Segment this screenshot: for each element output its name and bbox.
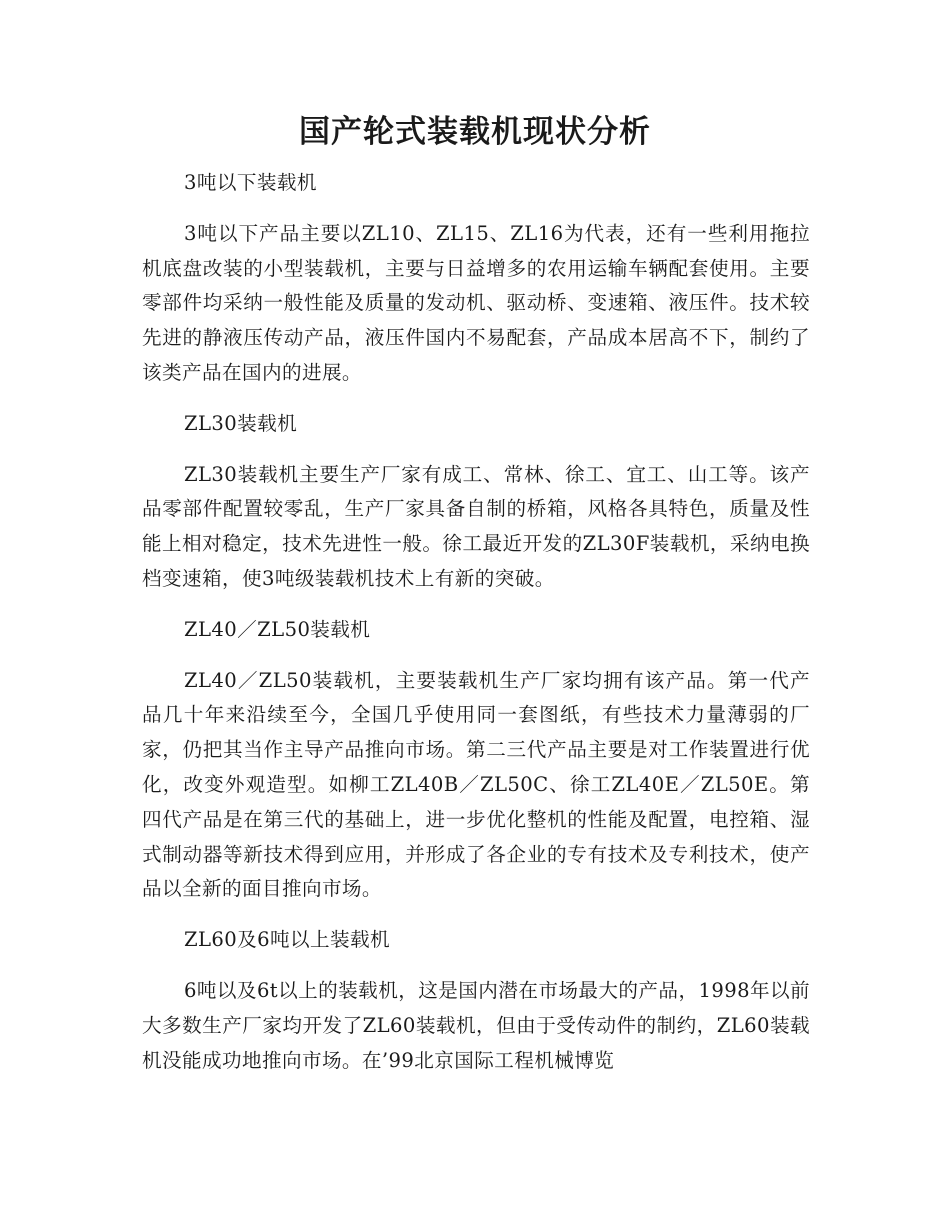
document-body xyxy=(142,166,810,1094)
section-paragraph: 6吨以及6t以上的装载机，这是国内潜在市场最大的产品，1998年以前大多数生产厂家均开发了ZL60装载机，但由于受传动件的制约，ZL60装载机没能成功地推向市场。在’99北京国际工程机械博览 xyxy=(142,978,810,1072)
section-heading: 3吨以下装载机 xyxy=(184,171,317,194)
document-title: 国产轮式装载机现状分析 xyxy=(299,114,651,150)
section-heading: ZL60及6吨以上装载机 xyxy=(184,928,390,952)
section-heading: ZL30装载机 xyxy=(184,411,298,435)
section-paragraph: ZL40／ZL50装载机，主要装载机生产厂家均拥有该产品。第一代产品几十年来沿续至今，全国几乎使用同一套图纸，有些技术力量薄弱的厂家，仍把其当作主导产品推向市场。第二三代产品主要是对工作装置进行优化，改变外观造型。如柳工ZL40B／ZL50C、徐工ZL40E／ZL50E。第四代产品是在第三代的基础上，进一步优化整机的性能及配置，电控箱、湿式制动器等新技术得到应用，并形成了各企业的专有技术及专利技术，使产品以全新的面目推向市场。 xyxy=(142,668,810,901)
section-paragraph: ZL30装载机主要生产厂家有成工、常林、徐工、宜工、山工等。该产品零部件配置较零乱，生产厂家具备自制的桥箱，风格各具特色，质量及性能上相对稳定，技术先进性一般。徐工最近开发的ZL30F装载机，采纳电换档变速箱，使3吨级装载机技术上有新的突破。 xyxy=(142,462,810,590)
section-heading: ZL40／ZL50装载机 xyxy=(184,617,371,641)
section-paragraph: 3吨以下产品主要以ZL10、ZL15、ZL16为代表，还有一些利用拖拉机底盘改装的小型装载机，主要与日益增多的农用运输车辆配套使用。主要零部件均采纳一般性能及质量的发动机、驱动桥、变速箱、液压件。技术较先进的静液压传动产品，液压件国内不易配套，产品成本居高不下，制约了该类产品在国内的进展。 xyxy=(142,221,810,384)
